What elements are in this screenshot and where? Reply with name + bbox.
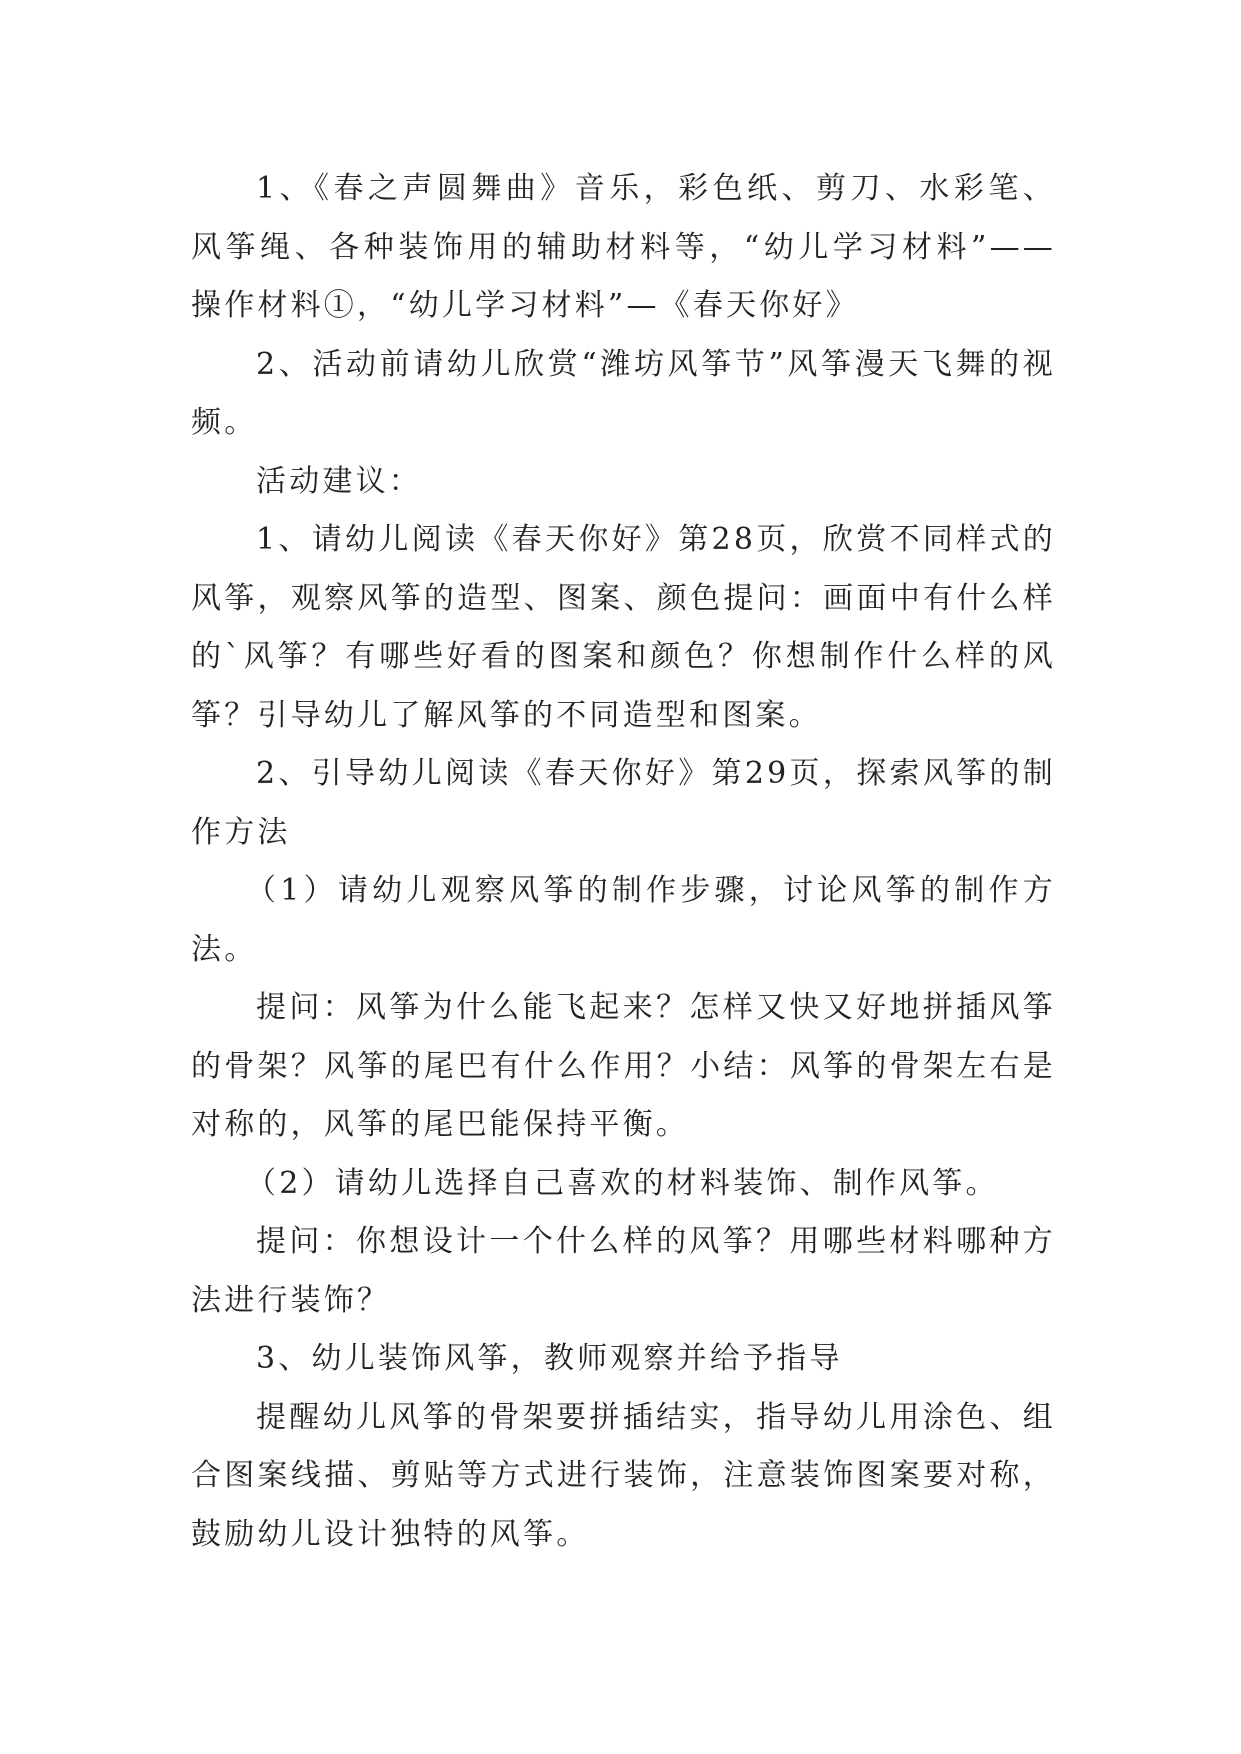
paragraph-materials-2: 2、活动前请幼儿欣赏“潍坊风筝节”风筝漫天飞舞的视频。	[191, 346, 1056, 440]
paragraph-step-2: （2）请幼儿选择自己喜欢的材料装饰、制作风筝。	[246, 1165, 999, 1201]
paragraph-suggestion-1: 1、请幼儿阅读《春天你好》第28页，欣赏不同样式的风筝，观察风筝的造型、图案、颜色提问：画面中有什么样的`风筝？有哪些好看的图案和颜色？你想制作什么样的风筝？引导幼儿了解风筝的不同造型和图案。	[191, 522, 1056, 733]
document-body	[191, 160, 1056, 1564]
paragraph-reminder: 提醒幼儿风筝的骨架要拼插结实，指导幼儿用涂色、组合图案线描、剪贴等方式进行装饰，注意装饰图案要对称，鼓励幼儿设计独特的风筝。	[191, 1399, 1056, 1552]
paragraph-questions-2: 提问：你想设计一个什么样的风筝？用哪些材料哪种方法进行装饰？	[191, 1224, 1056, 1318]
paragraph-activity-suggestions-heading: 活动建议：	[256, 463, 422, 499]
paragraph-suggestion-2: 2、引导幼儿阅读《春天你好》第29页，探索风筝的制作方法	[191, 756, 1056, 850]
paragraph-questions-1: 提问：风筝为什么能飞起来？怎样又快又好地拼插风筝的骨架？风筝的尾巴有什么作用？小结：风筝的骨架左右是对称的，风筝的尾巴能保持平衡。	[191, 990, 1056, 1142]
paragraph-step-1: （1）请幼儿观察风筝的制作步骤，讨论风筝的制作方法。	[191, 873, 1056, 967]
paragraph-materials-1: 1、《春之声圆舞曲》音乐，彩色纸、剪刀、水彩笔、风筝绳、各种装饰用的辅助材料等，“幼儿学习材料”——操作材料①，“幼儿学习材料”—《春天你好》	[191, 171, 1056, 323]
paragraph-suggestion-3: 3、幼儿装饰风筝，教师观察并给予指导	[256, 1341, 843, 1376]
